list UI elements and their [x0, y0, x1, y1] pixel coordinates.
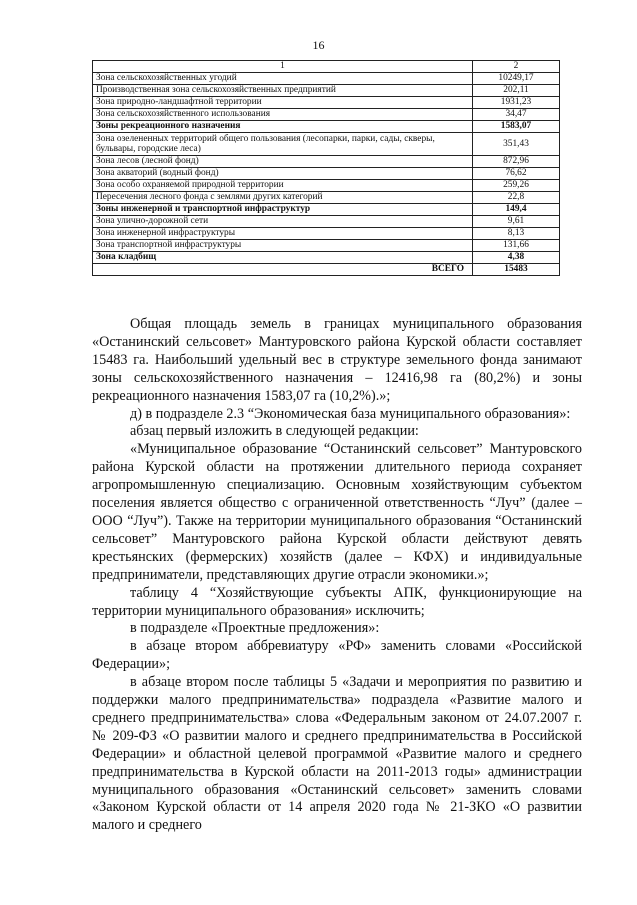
- row-value: 259,26: [473, 180, 560, 192]
- paragraph-rf-replace: в абзаце втором аббревиатуру «РФ» заменить словами «Российской Федерации»;: [92, 638, 582, 673]
- row-value: 8,13: [473, 228, 560, 240]
- table-row: [93, 192, 560, 204]
- row-label: Зона озелененных территорий общего пользования (лесопарки, парки, сады, скверы, бульвары, городские леса): [93, 133, 473, 156]
- table-row: [93, 73, 560, 85]
- table-row: [93, 85, 560, 97]
- paragraph-subsection-2-3: д) в подразделе 2.3 “Экономическая база муниципального образования»:: [130, 405, 571, 422]
- row-value: 34,47: [473, 109, 560, 121]
- row-value: 149,4: [473, 204, 560, 216]
- paragraph-proposals: в подразделе «Проектные предложения»:: [130, 620, 380, 637]
- row-value: 351,43: [473, 133, 560, 156]
- row-label: Зона лесов (лесной фонд): [93, 156, 473, 168]
- table-row: [93, 204, 560, 216]
- paragraph-municipal-quote: «Муниципальное образование “Останинский сельсовет” Мантуровского района Курской области на протяжении длительного периода сохраняет агропромышленную специализацию. Основным хозяйствующим субъектом поселения является общество с ограниченной ответственность “Луч” (далее – ООО “Луч”). Также на территории муниципального образования “Останинский сельсовет” Мантуровского района Курской области действуют девять крестьянских (фермерских) хозяйств (далее – КФХ) и индивидуальные предприниматели, представляющих другие отрасли экономики.»;: [92, 441, 582, 583]
- table-header-row: [93, 61, 560, 73]
- paragraph-total-area: Общая площадь земель в границах муниципального образования «Останинский сельсовет» Мантуровского района Курской области составляет 15483 га. Наибольший удельный вес в структуре земельного фонда занимают зоны сельскохозяйственного назначения – 12416,98 га (80,2%) и зоны рекреационного назначения 1583,07 га (10,2%).»;: [92, 316, 582, 404]
- total-value: 15483: [473, 264, 560, 276]
- row-value: 10249,17: [473, 73, 560, 85]
- table-row: [93, 156, 560, 168]
- row-value: 9,61: [473, 216, 560, 228]
- row-value: 872,96: [473, 156, 560, 168]
- row-value: 1583,07: [473, 121, 560, 133]
- row-label: Зона улично-дорожной сети: [93, 216, 473, 228]
- table-row: [93, 216, 560, 228]
- table-total-row: [93, 264, 560, 276]
- row-label: Зона акваторий (водный фонд): [93, 168, 473, 180]
- body-text: [92, 316, 582, 835]
- total-label: ВСЕГО: [93, 264, 473, 276]
- table-row: [93, 97, 560, 109]
- row-label: Зоны рекреационного назначения: [93, 121, 473, 133]
- row-value: 1931,23: [473, 97, 560, 109]
- table-row: [93, 252, 560, 264]
- row-label: Зона природно-ландшафтной территории: [93, 97, 473, 109]
- row-label: Зоны инженерной и транспортной инфраструктур: [93, 204, 473, 216]
- row-label: Зона сельскохозяйственного использования: [93, 109, 473, 121]
- table-row: [93, 109, 560, 121]
- row-label: Зона инженерной инфраструктуры: [93, 228, 473, 240]
- row-label: Зона кладбищ: [93, 252, 473, 264]
- row-label: Зона транспортной инфраструктуры: [93, 240, 473, 252]
- table-row: [93, 240, 560, 252]
- table-row: [93, 121, 560, 133]
- row-label: Производственная зона сельскохозяйственных предприятий: [93, 85, 473, 97]
- header-col-2: 2: [473, 61, 560, 73]
- row-label: Зона особо охраняемой природной территории: [93, 180, 473, 192]
- paragraph-table-4: таблицу 4 “Хозяйствующие субъекты АПК, функционирующие на территории муниципального образования» исключить;: [92, 584, 582, 619]
- table-row: [93, 133, 560, 156]
- land-use-table: [92, 60, 560, 276]
- row-value: 22,8: [473, 192, 560, 204]
- page-number: 16: [312, 38, 325, 52]
- table-row: [93, 180, 560, 192]
- row-label: Зона сельскохозяйственных угодий: [93, 73, 473, 85]
- paragraph-first-abzac: абзац первый изложить в следующей редакции:: [130, 423, 419, 440]
- row-value: 76,62: [473, 168, 560, 180]
- table-row: [93, 168, 560, 180]
- table-row: [93, 228, 560, 240]
- row-label: Пересечения лесного фонда с землями других категорий: [93, 192, 473, 204]
- row-value: 131,66: [473, 240, 560, 252]
- header-col-1: 1: [93, 61, 473, 73]
- row-value: 4,38: [473, 252, 560, 264]
- row-value: 202,11: [473, 85, 560, 97]
- paragraph-table-5: в абзаце втором после таблицы 5 «Задачи и мероприятия по развитию и поддержки малого предпринимательства» подраздела «Развитие малого и среднего предпринимательства» слова «Федеральным законом от 24.07.2007 г. № 209-ФЗ «О развитии малого и среднего предпринимательства в Российской Федерации» и областной целевой программой «Развитие малого и среднего предпринимательства в Курской области на 2011-2013 годы» администрации муниципального образования «Останинский сельсовет» заменить словами «Законом Курской области от 14 апреля 2020 года № 21-ЗКО «О развитии малого и среднего: [92, 674, 582, 834]
